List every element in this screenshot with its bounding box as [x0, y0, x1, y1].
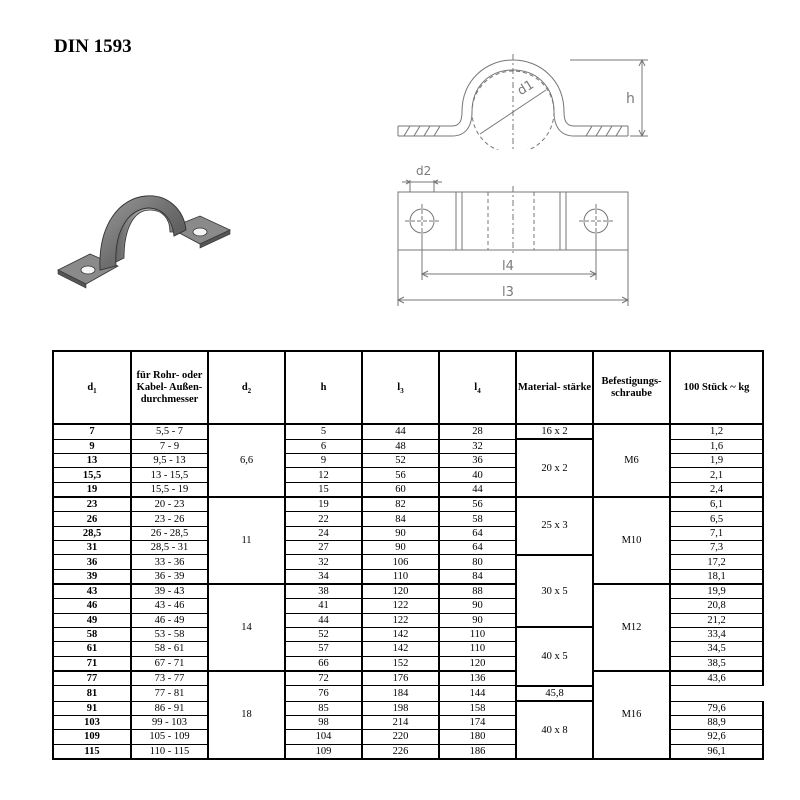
cell-range: 110 - 115: [131, 744, 208, 759]
cell-weight: 92,6: [670, 730, 763, 744]
cell-range: 5,5 - 7: [131, 424, 208, 439]
cell-range: 13 - 15,5: [131, 468, 208, 482]
cell-d1: 9: [53, 439, 131, 453]
header-d2: $d_2$: [208, 351, 285, 424]
cell-range: 23 - 26: [131, 512, 208, 526]
cell-weight: 2,1: [670, 468, 763, 482]
label-l4: l4: [502, 259, 514, 274]
cell-range: 33 - 36: [131, 555, 208, 569]
cell-range: 53 - 58: [131, 627, 208, 641]
cell-weight: 20,8: [670, 599, 763, 613]
label-l3: l3: [502, 285, 514, 300]
cell-h: 52: [285, 627, 362, 641]
cell-range: 58 - 61: [131, 642, 208, 656]
label-d2: d2: [416, 164, 432, 178]
cell-weight: 38,5: [670, 656, 763, 671]
cell-l4: 64: [439, 541, 516, 555]
cell-l4: 64: [439, 526, 516, 540]
cell-weight: 7,1: [670, 526, 763, 540]
cell-material-group: 16 x 2: [516, 424, 593, 439]
cell-d1: 23: [53, 497, 131, 512]
cell-screw-group: M10: [593, 497, 670, 584]
cell-h: 72: [285, 671, 362, 686]
cell-range: 73 - 77: [131, 671, 208, 686]
cell-l4: 110: [439, 642, 516, 656]
header-d1: $d_1$: [53, 351, 131, 424]
cell-d1: 81: [53, 686, 131, 701]
cell-range: 86 - 91: [131, 701, 208, 715]
cell-d1: 91: [53, 701, 131, 715]
cell-d2-group: 6,6: [208, 424, 285, 497]
header-weight: 100 Stück ~ kg: [670, 351, 763, 424]
cell-range: 20 - 23: [131, 497, 208, 512]
cell-range: 99 - 103: [131, 715, 208, 729]
cell-l4: 44: [439, 482, 516, 497]
cell-weight: 2,4: [670, 482, 763, 497]
cell-l4: 90: [439, 599, 516, 613]
cell-d1: 115: [53, 744, 131, 759]
cell-l3: 90: [362, 526, 439, 540]
cell-h: 15: [285, 482, 362, 497]
cell-weight: 45,8: [516, 686, 593, 701]
cell-d1: 7: [53, 424, 131, 439]
cell-weight: 1,9: [670, 454, 763, 468]
cell-d1: 61: [53, 642, 131, 656]
cell-range: 46 - 49: [131, 613, 208, 627]
cell-material-group: 40 x 8: [516, 701, 593, 759]
cell-h: 41: [285, 599, 362, 613]
cell-h: 24: [285, 526, 362, 540]
cell-range: 7 - 9: [131, 439, 208, 453]
side-view-drawing: [390, 50, 680, 150]
cell-h: 34: [285, 569, 362, 584]
cell-d1: 19: [53, 482, 131, 497]
cell-l4: 144: [439, 686, 516, 701]
cell-l3: 48: [362, 439, 439, 453]
cell-h: 98: [285, 715, 362, 729]
cell-l3: 60: [362, 482, 439, 497]
cell-weight: 34,5: [670, 642, 763, 656]
cell-h: 5: [285, 424, 362, 439]
cell-l4: 120: [439, 656, 516, 671]
cell-l4: 58: [439, 512, 516, 526]
cell-l3: 184: [362, 686, 439, 701]
cell-l4: 136: [439, 671, 516, 686]
cell-l3: 152: [362, 656, 439, 671]
cell-l3: 110: [362, 569, 439, 584]
header-l4: $l_4$: [439, 351, 516, 424]
cell-l3: 214: [362, 715, 439, 729]
cell-weight: 19,9: [670, 584, 763, 599]
cell-l3: 220: [362, 730, 439, 744]
cell-h: 104: [285, 730, 362, 744]
header-fastening-screw: Befestigungs- schraube: [593, 351, 670, 424]
cell-d1: 15,5: [53, 468, 131, 482]
cell-weight: 6,5: [670, 512, 763, 526]
cell-l4: 186: [439, 744, 516, 759]
cell-l3: 226: [362, 744, 439, 759]
cell-d1: 46: [53, 599, 131, 613]
label-d1: d1: [514, 77, 537, 99]
cell-h: 9: [285, 454, 362, 468]
cell-d1: 49: [53, 613, 131, 627]
cell-h: 38: [285, 584, 362, 599]
cell-range: 26 - 28,5: [131, 526, 208, 540]
cell-l3: 176: [362, 671, 439, 686]
cell-d1: 109: [53, 730, 131, 744]
cell-h: 44: [285, 613, 362, 627]
cell-range: 39 - 43: [131, 584, 208, 599]
table-row: [53, 671, 763, 686]
cell-l4: 32: [439, 439, 516, 453]
cell-range: 43 - 46: [131, 599, 208, 613]
cell-d1: 36: [53, 555, 131, 569]
cell-l3: 122: [362, 613, 439, 627]
cell-range: 15,5 - 19: [131, 482, 208, 497]
cell-l4: 56: [439, 497, 516, 512]
cell-l3: 56: [362, 468, 439, 482]
cell-l4: 80: [439, 555, 516, 569]
cell-weight: 7,3: [670, 541, 763, 555]
cell-d1: 31: [53, 541, 131, 555]
cell-weight: 43,6: [670, 671, 763, 686]
cell-weight: 1,6: [670, 439, 763, 453]
header-l3: $l_3$: [362, 351, 439, 424]
cell-d1: 39: [53, 569, 131, 584]
header-pipe-diameter: für Rohr- oder Kabel- Außen- durchmesser: [131, 351, 208, 424]
cell-material-group: 25 x 3: [516, 497, 593, 555]
cell-weight: 33,4: [670, 627, 763, 641]
cell-material-group: 20 x 2: [516, 439, 593, 497]
cell-d1: 58: [53, 627, 131, 641]
cell-l4: 84: [439, 569, 516, 584]
cell-h: 6: [285, 439, 362, 453]
cell-l3: 90: [362, 541, 439, 555]
clamp-3d-illustration: [50, 188, 240, 303]
cell-weight: 88,9: [670, 715, 763, 729]
cell-h: 32: [285, 555, 362, 569]
cell-range: 28,5 - 31: [131, 541, 208, 555]
cell-h: 66: [285, 656, 362, 671]
cell-d1: 71: [53, 656, 131, 671]
header-material-thickness: Material- stärke: [516, 351, 593, 424]
cell-range: 36 - 39: [131, 569, 208, 584]
cell-l4: 158: [439, 701, 516, 715]
cell-screw-group: M6: [593, 424, 670, 497]
cell-h: 85: [285, 701, 362, 715]
cell-l4: 90: [439, 613, 516, 627]
cell-material-group: 30 x 5: [516, 555, 593, 628]
cell-d1: 28,5: [53, 526, 131, 540]
cell-h: 27: [285, 541, 362, 555]
table-row: [53, 584, 763, 599]
page-title: DIN 1593: [54, 36, 132, 57]
cell-l3: 122: [362, 599, 439, 613]
cell-material-group: 40 x 5: [516, 627, 593, 685]
cell-range: 67 - 71: [131, 656, 208, 671]
cell-l3: 198: [362, 701, 439, 715]
cell-d2-group: 11: [208, 497, 285, 584]
cell-l4: 28: [439, 424, 516, 439]
cell-l3: 44: [362, 424, 439, 439]
cell-h: 22: [285, 512, 362, 526]
cell-range: 9,5 - 13: [131, 454, 208, 468]
cell-l3: 52: [362, 454, 439, 468]
cell-range: 105 - 109: [131, 730, 208, 744]
cell-weight: 1,2: [670, 424, 763, 439]
cell-weight: 18,1: [670, 569, 763, 584]
cell-screw-group: M16: [593, 671, 670, 759]
cell-weight: 6,1: [670, 497, 763, 512]
cell-l4: 110: [439, 627, 516, 641]
cell-d1: 13: [53, 454, 131, 468]
table-header-row: [53, 351, 763, 424]
cell-d2-group: 14: [208, 584, 285, 671]
cell-screw-group: M12: [593, 584, 670, 671]
cell-weight: 21,2: [670, 613, 763, 627]
cell-l4: 180: [439, 730, 516, 744]
cell-d1: 103: [53, 715, 131, 729]
cell-d2-group: 18: [208, 671, 285, 759]
cell-l3: 82: [362, 497, 439, 512]
cell-l3: 142: [362, 642, 439, 656]
cell-d1: 26: [53, 512, 131, 526]
dimension-table: [52, 350, 764, 760]
cell-h: 19: [285, 497, 362, 512]
cell-l3: 106: [362, 555, 439, 569]
cell-l4: 174: [439, 715, 516, 729]
table-row: [53, 497, 763, 512]
cell-d1: 77: [53, 671, 131, 686]
header-h: h: [285, 351, 362, 424]
cell-l4: 40: [439, 468, 516, 482]
table-row: [53, 424, 763, 439]
cell-range: 77 - 81: [131, 686, 208, 701]
cell-h: 109: [285, 744, 362, 759]
cell-h: 57: [285, 642, 362, 656]
cell-weight: 96,1: [670, 744, 763, 759]
cell-d1: 43: [53, 584, 131, 599]
cell-h: 76: [285, 686, 362, 701]
cell-l4: 88: [439, 584, 516, 599]
cell-l4: 36: [439, 454, 516, 468]
cell-h: 12: [285, 468, 362, 482]
plan-view-drawing: [390, 160, 680, 320]
cell-weight: 79,6: [670, 701, 763, 715]
cell-l3: 142: [362, 627, 439, 641]
cell-l3: 84: [362, 512, 439, 526]
cell-weight: 17,2: [670, 555, 763, 569]
label-h: h: [626, 91, 635, 107]
cell-l3: 120: [362, 584, 439, 599]
